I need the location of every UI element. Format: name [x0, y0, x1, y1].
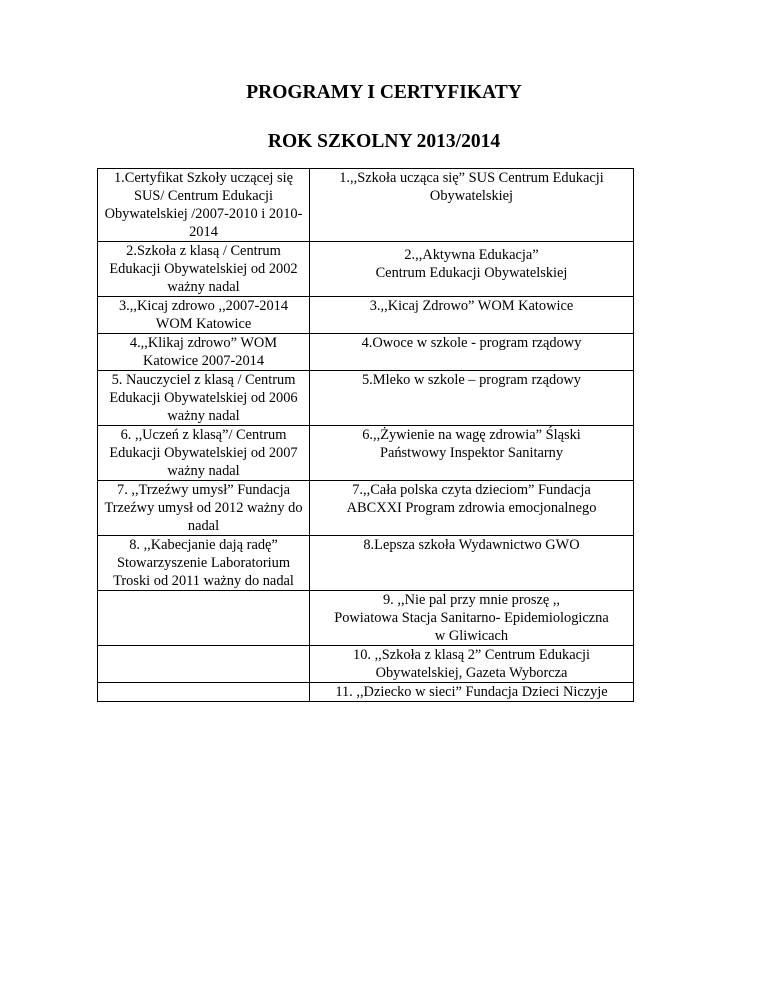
- certificate-cell: [98, 426, 310, 481]
- empty-cell: [98, 646, 310, 683]
- empty-cell: [98, 683, 310, 702]
- cell-text: 2.Szkoła z klasą / Centrum Edukacji Obywatelskiej od 2002 ważny nadal: [109, 243, 298, 295]
- certificate-cell: [98, 334, 310, 371]
- program-cell: [310, 591, 634, 646]
- certificate-cell: [98, 242, 310, 297]
- certificate-cell: [98, 371, 310, 426]
- table-row: [98, 683, 634, 702]
- cell-text: 6.,,Żywienie na wagę zdrowia” Śląski Państwowy Inspektor Sanitarny: [362, 427, 581, 461]
- table-row: [98, 169, 634, 242]
- cell-text: 3.,,Kicaj Zdrowo” WOM Katowice: [369, 298, 574, 314]
- table-row: [98, 297, 634, 334]
- table-row: [98, 371, 634, 426]
- cell-text: 3.,,Kicaj zdrowo ,,2007-2014 WOM Katowice: [118, 298, 289, 332]
- cell-text: 5.Mleko w szkole – program rządowy: [361, 372, 581, 388]
- program-cell: [310, 536, 634, 591]
- table-row: [98, 646, 634, 683]
- cell-text: 1.,,Szkoła ucząca się” SUS Centrum Edukacji Obywatelskiej: [339, 170, 604, 204]
- table-row: [98, 242, 634, 297]
- cell-text: 8.Lepsza szkoła Wydawnictwo GWO: [363, 537, 580, 553]
- document-title: PROGRAMY I CERTYFIKATY: [246, 82, 522, 103]
- table-row: [98, 591, 634, 646]
- table-row: [98, 426, 634, 481]
- cell-text: 6. ,,Uczeń z klasą”/ Centrum Edukacji Obywatelskiej od 2007 ważny nadal: [109, 427, 298, 479]
- cell-text: 4.,,Klikaj zdrowo” WOM Katowice 2007-2014: [129, 335, 278, 369]
- program-cell: [310, 169, 634, 242]
- certificate-cell: [98, 481, 310, 536]
- certificate-cell: [98, 169, 310, 242]
- program-cell: [310, 334, 634, 371]
- certificate-cell: [98, 536, 310, 591]
- empty-cell: [98, 591, 310, 646]
- program-cell: [310, 426, 634, 481]
- cell-text: 2.,,Aktywna Edukacja” Centrum Edukacji Obywatelskiej: [375, 247, 568, 281]
- document-subtitle: ROK SZKOLNY 2013/2014: [267, 131, 501, 152]
- program-cell: [310, 481, 634, 536]
- cell-text: 4.Owoce w szkole - program rządowy: [361, 335, 582, 351]
- cell-text: 10. ,,Szkoła z klasą 2” Centrum Edukacji Obywatelskiej, Gazeta Wyborcza: [353, 647, 590, 681]
- program-cell: [310, 646, 634, 683]
- table-row: [98, 481, 634, 536]
- cell-text: 7. ,,Trzeźwy umysł” Fundacja Trzeźwy umysł od 2012 ważny do nadal: [104, 482, 303, 534]
- cell-text: 8. ,,Kabecjanie dają radę” Stowarzyszenie Laboratorium Troski od 2011 ważny do nadal: [113, 537, 294, 589]
- programs-table: [97, 168, 634, 702]
- cell-text: 5. Nauczyciel z klasą / Centrum Edukacji Obywatelskiej od 2006 ważny nadal: [109, 372, 298, 424]
- program-cell: [310, 371, 634, 426]
- program-cell: [310, 297, 634, 334]
- cell-text: 7.,,Cała polska czyta dzieciom” Fundacja ABCXXI Program zdrowia emocjonalnego: [346, 482, 597, 516]
- program-cell: [310, 242, 634, 297]
- cell-text: 1.Certyfikat Szkoły uczącej się SUS/ Centrum Edukacji Obywatelskiej /2007-2010 i 2010- 2014: [104, 170, 303, 240]
- table-row: [98, 334, 634, 371]
- certificate-cell: [98, 297, 310, 334]
- cell-text: 11. ,,Dziecko w sieci” Fundacja Dzieci Niczyje: [335, 684, 608, 700]
- table-row: [98, 536, 634, 591]
- program-cell: [310, 683, 634, 702]
- cell-text: 9. ,,Nie pal przy mnie proszę ,, Powiatowa Stacja Sanitarno- Epidemiologiczna w Gliwicach: [334, 592, 609, 644]
